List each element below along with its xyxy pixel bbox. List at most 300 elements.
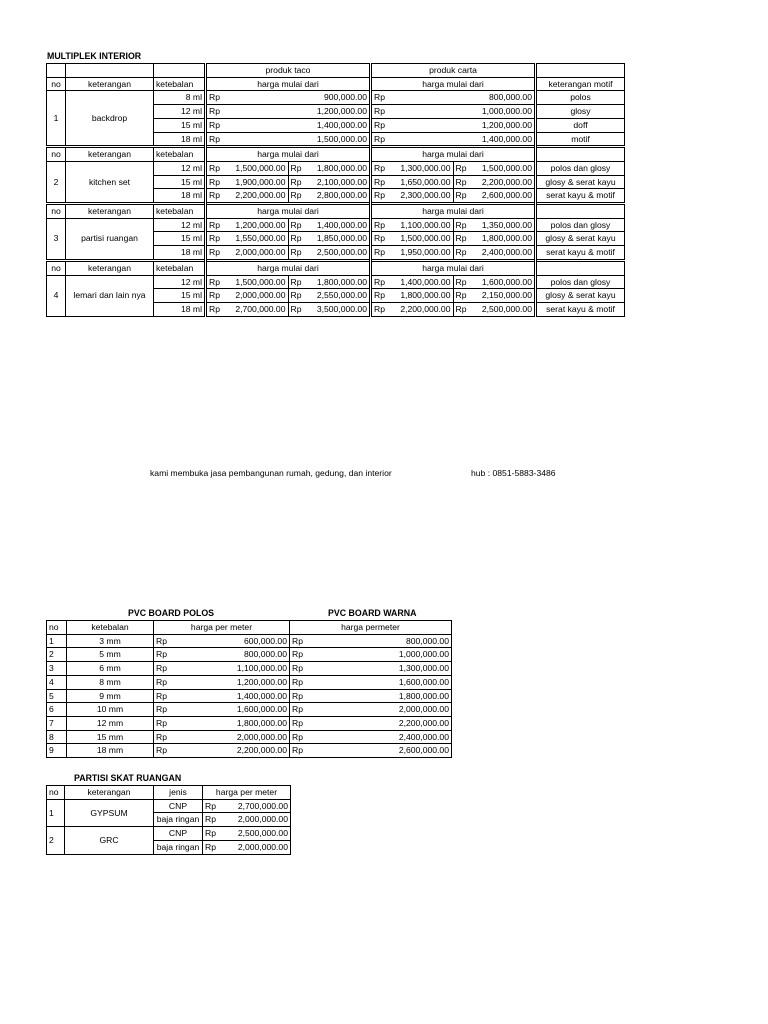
row-keterangan: backdrop xyxy=(66,91,154,147)
price-taco-range xyxy=(206,161,371,175)
header-motif: keterangan motif xyxy=(536,77,625,91)
price-value: 2,700,000.00 xyxy=(237,800,288,811)
price-carta-range xyxy=(371,246,536,261)
price-min: 1,500,000.00 xyxy=(235,162,286,173)
table-row xyxy=(47,161,625,175)
motif-value: serat kayu & motif xyxy=(536,246,625,261)
table-row xyxy=(47,218,625,232)
currency-label: Rp xyxy=(455,162,467,173)
currency-label: Rp xyxy=(290,219,302,230)
price-value: 1,400,000.00 xyxy=(316,119,367,130)
header-harga-carta: harga mulai dari xyxy=(371,77,536,91)
ketebalan-value: 10 mm xyxy=(67,703,154,717)
table-row xyxy=(47,648,452,662)
currency-label: Rp xyxy=(156,745,167,756)
motif-value: glosy & serat kayu xyxy=(536,289,625,303)
price-taco-range xyxy=(206,175,371,189)
currency-label: Rp xyxy=(209,176,220,187)
currency-label: Rp xyxy=(209,190,220,201)
currency-label: Rp xyxy=(209,106,220,117)
jenis-value: baja ringan xyxy=(154,813,203,827)
header-harga-carta: harga mulai dari xyxy=(371,147,536,162)
header-motif-empty xyxy=(536,260,625,275)
ketebalan-value: 18 ml xyxy=(154,246,206,261)
header-no: no xyxy=(47,260,66,275)
table-row xyxy=(47,716,452,730)
price-value: 2,200,000.00 xyxy=(236,745,287,756)
table-row xyxy=(47,827,291,841)
multiplek-header-product xyxy=(47,64,625,78)
price-value: 1,000,000.00 xyxy=(481,106,532,117)
partisi-table xyxy=(46,785,291,855)
ketebalan-value: 12 mm xyxy=(67,716,154,730)
price-polos xyxy=(154,634,290,648)
currency-label: Rp xyxy=(455,219,467,230)
price-polos xyxy=(154,744,290,758)
currency-label: Rp xyxy=(156,649,167,660)
price-value: 1,100,000.00 xyxy=(236,663,287,674)
price-min: 1,100,000.00 xyxy=(400,219,451,230)
header-ketebalan: ketebalan xyxy=(154,260,206,275)
currency-label: Rp xyxy=(292,717,303,728)
motif-value: serat kayu & motif xyxy=(536,189,625,204)
price-value: 800,000.00 xyxy=(488,92,532,103)
price-carta-range xyxy=(371,275,536,289)
row-number: 1 xyxy=(47,91,66,147)
price-min: 2,300,000.00 xyxy=(400,190,451,201)
motif-value: polos dan glosy xyxy=(536,218,625,232)
currency-label: Rp xyxy=(292,663,303,674)
table-row xyxy=(47,689,452,703)
price-taco-range xyxy=(206,275,371,289)
price-max: 2,600,000.00 xyxy=(481,190,532,201)
pvc-header xyxy=(47,621,452,635)
currency-label: Rp xyxy=(205,828,216,839)
price-warna xyxy=(290,730,452,744)
ketebalan-value: 5 mm xyxy=(67,648,154,662)
price-min: 1,300,000.00 xyxy=(400,162,451,173)
price-min: 1,900,000.00 xyxy=(235,176,286,187)
price-value: 1,400,000.00 xyxy=(236,690,287,701)
price-min: 1,550,000.00 xyxy=(235,233,286,244)
ketebalan-value: 9 mm xyxy=(67,689,154,703)
currency-label: Rp xyxy=(290,176,302,187)
price-max: 1,350,000.00 xyxy=(481,219,532,230)
currency-label: Rp xyxy=(205,814,216,825)
price-max: 1,400,000.00 xyxy=(316,219,367,230)
price-max: 1,800,000.00 xyxy=(481,233,532,244)
group-header-row xyxy=(47,204,625,219)
currency-label: Rp xyxy=(156,731,167,742)
header-motif-empty xyxy=(536,204,625,219)
price-taco-range xyxy=(206,246,371,261)
ketebalan-value: 15 ml xyxy=(154,232,206,246)
row-keterangan: kitchen set xyxy=(66,161,154,203)
price-carta-range xyxy=(371,189,536,204)
partisi-title: PARTISI SKAT RUANGAN xyxy=(74,773,182,783)
currency-label: Rp xyxy=(209,233,220,244)
price-warna xyxy=(290,648,452,662)
currency-label: Rp xyxy=(209,290,220,301)
partisi-header-jenis: jenis xyxy=(154,786,203,800)
table-row xyxy=(47,799,291,813)
header-ketebalan: ketebalan xyxy=(154,147,206,162)
motif-value: polos dan glosy xyxy=(536,275,625,289)
row-keterangan: GRC xyxy=(65,827,154,854)
jenis-value: CNP xyxy=(154,799,203,813)
row-number: 7 xyxy=(47,716,67,730)
multiplek-header xyxy=(47,77,625,91)
multiplek-title: MULTIPLEK INTERIOR xyxy=(47,51,142,61)
price-taco-range xyxy=(206,302,371,316)
price-min: 2,000,000.00 xyxy=(235,290,286,301)
pvc-table xyxy=(46,620,452,758)
currency-label: Rp xyxy=(156,663,167,674)
ketebalan-value: 15 ml xyxy=(154,289,206,303)
ketebalan-value: 18 ml xyxy=(154,189,206,204)
price-value: 1,600,000.00 xyxy=(236,704,287,715)
currency-label: Rp xyxy=(374,290,385,301)
price-value: 2,400,000.00 xyxy=(398,731,449,742)
price-min: 1,800,000.00 xyxy=(400,290,451,301)
price-value: 2,200,000.00 xyxy=(398,717,449,728)
currency-label: Rp xyxy=(292,649,303,660)
price-max: 2,150,000.00 xyxy=(481,290,532,301)
price-max: 2,400,000.00 xyxy=(481,247,532,258)
price-value: 2,600,000.00 xyxy=(398,745,449,756)
price-value: 1,400,000.00 xyxy=(481,133,532,144)
row-number: 6 xyxy=(47,703,67,717)
header-harga-carta: harga mulai dari xyxy=(371,204,536,219)
price-per-meter xyxy=(203,840,291,854)
header-keterangan: keterangan xyxy=(66,77,154,91)
price-taco xyxy=(206,132,371,147)
multiplek-table xyxy=(46,63,625,317)
group-header-row xyxy=(47,147,625,162)
ketebalan-value: 12 ml xyxy=(154,161,206,175)
price-value: 2,000,000.00 xyxy=(398,704,449,715)
header-no: no xyxy=(47,204,66,219)
price-carta-range xyxy=(371,302,536,316)
currency-label: Rp xyxy=(290,190,302,201)
motif-value: glosy & serat kayu xyxy=(536,232,625,246)
price-polos xyxy=(154,716,290,730)
price-warna xyxy=(290,675,452,689)
currency-label: Rp xyxy=(156,704,167,715)
currency-label: Rp xyxy=(292,731,303,742)
row-number: 1 xyxy=(47,799,65,826)
header-no: no xyxy=(47,77,66,91)
price-max: 2,500,000.00 xyxy=(316,247,367,258)
pvc-polos-title: PVC BOARD POLOS xyxy=(128,608,215,618)
table-row xyxy=(47,275,625,289)
price-carta-range xyxy=(371,232,536,246)
row-number: 2 xyxy=(47,648,67,662)
price-carta-range xyxy=(371,289,536,303)
header-ketebalan: ketebalan xyxy=(154,204,206,219)
currency-label: Rp xyxy=(374,119,385,130)
header-keterangan: keterangan xyxy=(66,204,154,219)
price-value: 600,000.00 xyxy=(243,635,287,646)
price-carta xyxy=(371,132,536,147)
ketebalan-value: 15 ml xyxy=(154,118,206,132)
price-per-meter xyxy=(203,799,291,813)
table-row xyxy=(47,675,452,689)
price-warna xyxy=(290,689,452,703)
currency-label: Rp xyxy=(455,276,467,287)
price-min: 1,200,000.00 xyxy=(235,219,286,230)
price-per-meter xyxy=(203,813,291,827)
currency-label: Rp xyxy=(209,92,220,103)
currency-label: Rp xyxy=(209,276,220,287)
ketebalan-value: 18 ml xyxy=(154,132,206,147)
price-carta xyxy=(371,91,536,105)
header-produk-carta: produk carta xyxy=(371,64,536,78)
currency-label: Rp xyxy=(374,162,385,173)
currency-label: Rp xyxy=(290,303,302,314)
price-min: 1,400,000.00 xyxy=(400,276,451,287)
header-no: no xyxy=(47,147,66,162)
price-max: 1,500,000.00 xyxy=(481,162,532,173)
table-row xyxy=(47,744,452,758)
price-taco xyxy=(206,91,371,105)
currency-label: Rp xyxy=(374,106,385,117)
ketebalan-value: 12 ml xyxy=(154,275,206,289)
price-polos xyxy=(154,662,290,676)
row-number: 9 xyxy=(47,744,67,758)
motif-value: motif xyxy=(536,132,625,147)
currency-label: Rp xyxy=(292,676,303,687)
price-polos xyxy=(154,703,290,717)
currency-label: Rp xyxy=(455,247,467,258)
ketebalan-value: 15 ml xyxy=(154,175,206,189)
price-warna xyxy=(290,744,452,758)
motif-value: glosy xyxy=(536,105,625,119)
row-keterangan: partisi ruangan xyxy=(66,218,154,260)
header-harga-taco: harga mulai dari xyxy=(206,147,371,162)
currency-label: Rp xyxy=(156,717,167,728)
price-taco xyxy=(206,118,371,132)
price-max: 2,800,000.00 xyxy=(316,190,367,201)
price-value: 800,000.00 xyxy=(243,649,287,660)
price-value: 1,200,000.00 xyxy=(236,676,287,687)
currency-label: Rp xyxy=(205,800,216,811)
ketebalan-value: 3 mm xyxy=(67,634,154,648)
header-keterangan: keterangan xyxy=(66,260,154,275)
partisi-header-keterangan: keterangan xyxy=(65,786,154,800)
currency-label: Rp xyxy=(455,303,467,314)
currency-label: Rp xyxy=(290,247,302,258)
table-row xyxy=(47,703,452,717)
price-min: 2,700,000.00 xyxy=(235,303,286,314)
price-value: 2,000,000.00 xyxy=(237,841,288,852)
row-keterangan: GYPSUM xyxy=(65,799,154,826)
jenis-value: CNP xyxy=(154,827,203,841)
header-harga-taco: harga mulai dari xyxy=(206,77,371,91)
price-value: 1,800,000.00 xyxy=(398,690,449,701)
price-min: 1,500,000.00 xyxy=(400,233,451,244)
currency-label: Rp xyxy=(455,190,467,201)
ketebalan-value: 12 ml xyxy=(154,218,206,232)
pvc-header-warna: harga permeter xyxy=(290,621,452,635)
currency-label: Rp xyxy=(374,190,385,201)
motif-value: doff xyxy=(536,118,625,132)
currency-label: Rp xyxy=(455,290,467,301)
price-carta-range xyxy=(371,218,536,232)
row-number: 4 xyxy=(47,275,66,316)
currency-label: Rp xyxy=(156,635,167,646)
price-max: 1,600,000.00 xyxy=(481,276,532,287)
price-max: 1,800,000.00 xyxy=(316,276,367,287)
table-row xyxy=(47,634,452,648)
price-carta xyxy=(371,118,536,132)
price-min: 2,200,000.00 xyxy=(400,303,451,314)
ketebalan-value: 12 ml xyxy=(154,105,206,119)
price-warna xyxy=(290,662,452,676)
price-max: 1,800,000.00 xyxy=(316,162,367,173)
price-value: 900,000.00 xyxy=(323,92,367,103)
price-min: 1,950,000.00 xyxy=(400,247,451,258)
price-max: 2,100,000.00 xyxy=(316,176,367,187)
currency-label: Rp xyxy=(209,119,220,130)
price-max: 3,500,000.00 xyxy=(316,303,367,314)
price-taco xyxy=(206,105,371,119)
price-value: 2,500,000.00 xyxy=(237,828,288,839)
group-header-row xyxy=(47,260,625,275)
price-taco-range xyxy=(206,218,371,232)
jenis-value: baja ringan xyxy=(154,840,203,854)
motif-value: polos dan glosy xyxy=(536,161,625,175)
header-motif-empty xyxy=(536,147,625,162)
header-keterangan: keterangan xyxy=(66,147,154,162)
table-row xyxy=(47,662,452,676)
currency-label: Rp xyxy=(205,841,216,852)
price-polos xyxy=(154,689,290,703)
price-polos xyxy=(154,675,290,689)
ketebalan-value: 18 mm xyxy=(67,744,154,758)
currency-label: Rp xyxy=(209,219,220,230)
table-row xyxy=(47,91,625,105)
currency-label: Rp xyxy=(209,303,220,314)
currency-label: Rp xyxy=(374,176,385,187)
pvc-header-ketebalan: ketebalan xyxy=(67,621,154,635)
price-value: 1,000,000.00 xyxy=(398,649,449,660)
currency-label: Rp xyxy=(374,247,385,258)
price-taco-range xyxy=(206,232,371,246)
price-min: 1,500,000.00 xyxy=(235,276,286,287)
motif-value: serat kayu & motif xyxy=(536,302,625,316)
price-polos xyxy=(154,730,290,744)
table-row xyxy=(47,730,452,744)
price-value: 1,200,000.00 xyxy=(481,119,532,130)
partisi-header-harga: harga per meter xyxy=(203,786,291,800)
row-number: 8 xyxy=(47,730,67,744)
price-value: 1,300,000.00 xyxy=(398,663,449,674)
price-warna xyxy=(290,634,452,648)
price-min: 2,000,000.00 xyxy=(235,247,286,258)
price-taco-range xyxy=(206,189,371,204)
price-taco-range xyxy=(206,289,371,303)
price-value: 800,000.00 xyxy=(405,635,449,646)
currency-label: Rp xyxy=(374,233,385,244)
ketebalan-value: 8 ml xyxy=(154,91,206,105)
currency-label: Rp xyxy=(209,162,220,173)
ketebalan-value: 15 mm xyxy=(67,730,154,744)
currency-label: Rp xyxy=(374,133,385,144)
currency-label: Rp xyxy=(292,745,303,756)
pvc-warna-title: PVC BOARD WARNA xyxy=(328,608,417,618)
ketebalan-value: 8 mm xyxy=(67,675,154,689)
price-value: 1,600,000.00 xyxy=(398,676,449,687)
pvc-header-polos: harga per meter xyxy=(154,621,290,635)
currency-label: Rp xyxy=(290,276,302,287)
currency-label: Rp xyxy=(209,133,220,144)
currency-label: Rp xyxy=(292,704,303,715)
currency-label: Rp xyxy=(290,290,302,301)
currency-label: Rp xyxy=(374,92,385,103)
currency-label: Rp xyxy=(292,635,303,646)
currency-label: Rp xyxy=(455,176,467,187)
currency-label: Rp xyxy=(156,676,167,687)
price-value: 1,500,000.00 xyxy=(316,133,367,144)
currency-label: Rp xyxy=(455,233,467,244)
price-value: 1,800,000.00 xyxy=(236,717,287,728)
price-max: 2,200,000.00 xyxy=(481,176,532,187)
price-warna xyxy=(290,716,452,730)
price-max: 2,500,000.00 xyxy=(481,303,532,314)
row-number: 5 xyxy=(47,689,67,703)
header-harga-carta: harga mulai dari xyxy=(371,260,536,275)
currency-label: Rp xyxy=(290,233,302,244)
price-max: 1,850,000.00 xyxy=(316,233,367,244)
pvc-header-no: no xyxy=(47,621,67,635)
price-carta-range xyxy=(371,175,536,189)
currency-label: Rp xyxy=(209,247,220,258)
partisi-header xyxy=(47,786,291,800)
price-value: 2,000,000.00 xyxy=(236,731,287,742)
motif-value: glosy & serat kayu xyxy=(536,175,625,189)
price-polos xyxy=(154,648,290,662)
motif-value: polos xyxy=(536,91,625,105)
price-max: 2,550,000.00 xyxy=(316,290,367,301)
ketebalan-value: 6 mm xyxy=(67,662,154,676)
row-number: 3 xyxy=(47,662,67,676)
header-harga-taco: harga mulai dari xyxy=(206,204,371,219)
price-value: 1,200,000.00 xyxy=(316,106,367,117)
partisi-header-no: no xyxy=(47,786,65,800)
price-warna xyxy=(290,703,452,717)
ketebalan-value: 18 ml xyxy=(154,302,206,316)
currency-label: Rp xyxy=(156,690,167,701)
price-value: 2,000,000.00 xyxy=(237,814,288,825)
currency-label: Rp xyxy=(374,276,385,287)
header-ketebalan: ketebalan xyxy=(154,77,206,91)
notice-text: kami membuka jasa pembangunan rumah, gedung, dan interior xyxy=(150,468,392,478)
price-carta-range xyxy=(371,161,536,175)
price-per-meter xyxy=(203,827,291,841)
currency-label: Rp xyxy=(290,162,302,173)
row-number: 3 xyxy=(47,218,66,260)
header-harga-taco: harga mulai dari xyxy=(206,260,371,275)
row-number: 2 xyxy=(47,827,65,854)
row-number: 1 xyxy=(47,634,67,648)
currency-label: Rp xyxy=(374,219,385,230)
contact-phone: hub : 0851-5883-3486 xyxy=(471,468,556,478)
row-number: 4 xyxy=(47,675,67,689)
header-produk-taco: produk taco xyxy=(206,64,371,78)
price-carta xyxy=(371,105,536,119)
currency-label: Rp xyxy=(292,690,303,701)
